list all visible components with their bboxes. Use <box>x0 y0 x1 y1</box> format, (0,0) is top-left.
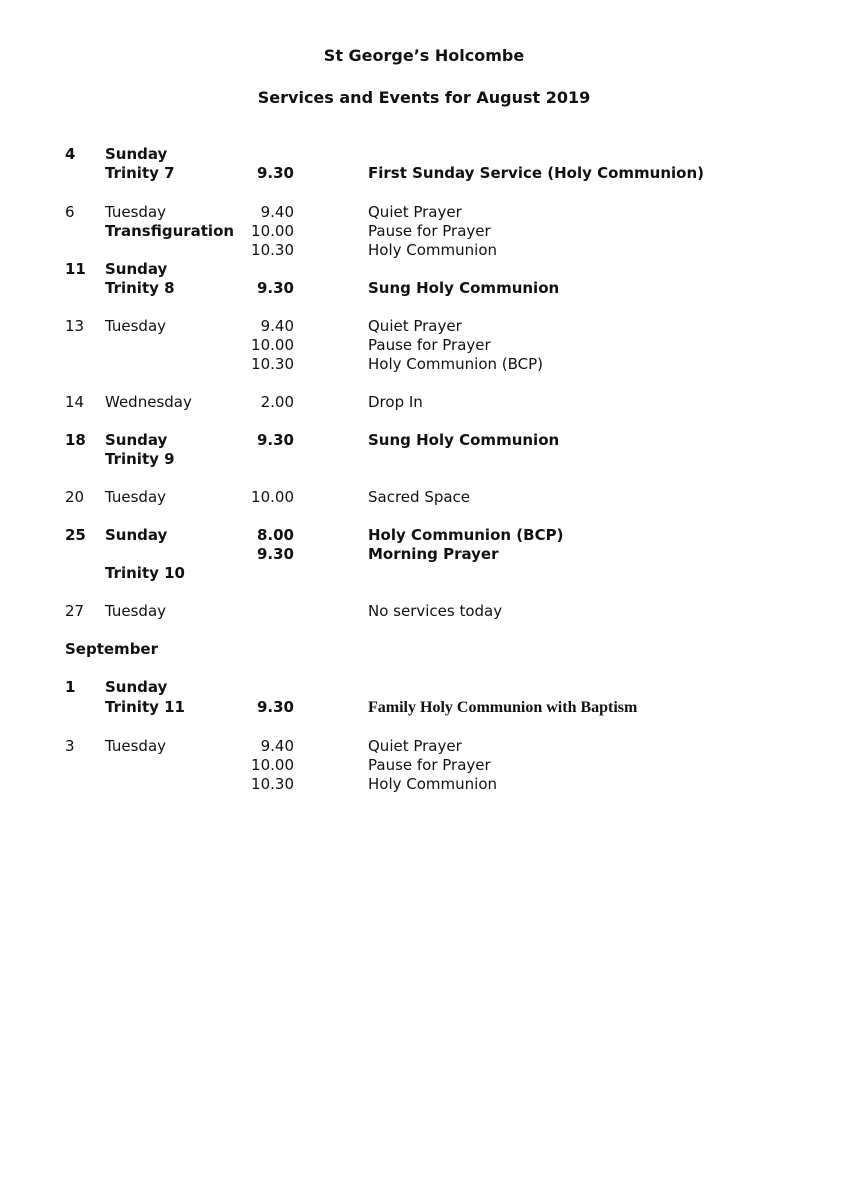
month-heading: September <box>65 640 158 658</box>
row-name: Tuesday <box>105 488 167 506</box>
row-time: 9.30 <box>256 279 294 297</box>
row-day: 3 <box>65 737 75 755</box>
row-day: 25 <box>65 526 86 544</box>
row-event: Sung Holy Communion <box>368 279 560 297</box>
row-time: 10.30 <box>251 775 294 793</box>
row-time: 10.00 <box>251 336 294 354</box>
row-time: 10.30 <box>251 355 294 373</box>
row-time: 9.30 <box>256 431 294 449</box>
row-name: Trinity 10 <box>105 564 185 582</box>
row-event: Holy Communion (BCP) <box>368 355 544 373</box>
row-event: Pause for Prayer <box>368 756 491 774</box>
row-name: Trinity 8 <box>105 279 175 297</box>
row-day: 13 <box>65 317 85 335</box>
row-name: Tuesday <box>105 602 167 620</box>
row-time: 10.30 <box>251 241 294 259</box>
row-name: Trinity 11 <box>105 698 185 716</box>
row-day: 4 <box>65 145 76 163</box>
row-event: No services today <box>368 602 503 620</box>
row-name: Tuesday <box>105 203 167 221</box>
row-day: 11 <box>65 260 86 278</box>
row-day: 1 <box>65 678 76 696</box>
row-name: Sunday <box>105 431 168 449</box>
row-name: Tuesday <box>105 737 167 755</box>
row-name: Sunday <box>105 260 168 278</box>
row-event: Quiet Prayer <box>368 737 462 755</box>
row-time: 9.40 <box>260 317 294 335</box>
row-event: Morning Prayer <box>368 545 499 563</box>
row-time: 2.00 <box>260 393 294 411</box>
row-name: Tuesday <box>105 317 167 335</box>
row-name: Sunday <box>105 145 168 163</box>
row-event: Quiet Prayer <box>368 203 462 221</box>
row-event: Holy Communion (BCP) <box>368 526 564 544</box>
row-name: Trinity 7 <box>105 164 175 182</box>
row-time: 10.00 <box>251 222 294 240</box>
row-event: Holy Communion <box>368 241 498 259</box>
row-time: 10.00 <box>251 756 294 774</box>
row-time: 9.30 <box>256 164 294 182</box>
row-time: 9.30 <box>256 698 294 716</box>
church-title: St George’s Holcombe <box>323 46 525 65</box>
row-name: Wednesday <box>105 393 192 411</box>
row-day: 20 <box>65 488 85 506</box>
row-time: 9.30 <box>256 545 294 563</box>
row-name: Sunday <box>105 678 168 696</box>
row-event: Sacred Space <box>368 488 471 506</box>
row-event: Sung Holy Communion <box>368 431 560 449</box>
row-day: 18 <box>65 431 86 449</box>
row-day: 14 <box>65 393 85 411</box>
row-event: First Sunday Service (Holy Communion) <box>368 164 705 182</box>
row-event: Family Holy Communion with Baptism <box>368 699 638 716</box>
row-time: 9.40 <box>260 737 294 755</box>
row-event: Holy Communion <box>368 775 498 793</box>
row-day: 6 <box>65 203 75 221</box>
schedule-subtitle: Services and Events for August 2019 <box>257 88 591 107</box>
row-event: Drop In <box>368 393 423 411</box>
row-time: 10.00 <box>251 488 294 506</box>
row-time: 8.00 <box>256 526 294 544</box>
row-event: Pause for Prayer <box>368 336 491 354</box>
row-name: Trinity 9 <box>105 450 175 468</box>
row-name: Sunday <box>105 526 168 544</box>
row-event: Pause for Prayer <box>368 222 491 240</box>
row-time: 9.40 <box>260 203 294 221</box>
row-name: Transfiguration <box>105 222 235 240</box>
row-day: 27 <box>65 602 85 620</box>
row-event: Quiet Prayer <box>368 317 462 335</box>
